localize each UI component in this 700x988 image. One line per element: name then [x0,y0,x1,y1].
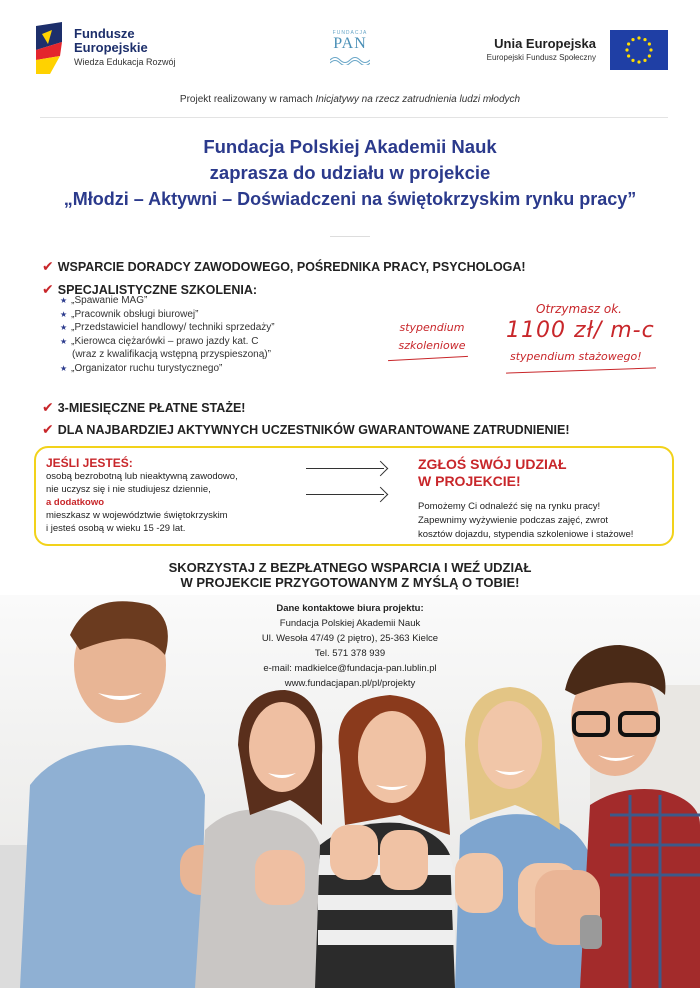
eu-star-icon [643,38,646,41]
eligibility-line: nie uczysz się i nie studiujesz dziennie, [46,484,211,495]
eligibility-highlight: a dodatkowo [46,497,105,508]
check-icon: ✔ [42,399,54,415]
bullet-counseling [42,258,526,275]
contact-heading: Dane kontaktowe biura projektu: [276,603,424,614]
eligibility-box [34,446,674,546]
signup-heading-line: ZGŁOŚ SWÓJ UDZIAŁ [418,456,567,472]
list-item [60,362,275,376]
check-icon: ✔ [42,421,54,437]
training-label: „Kierowca ciężarówki – prawo jazdy kat. C [71,335,259,347]
call-to-action [0,560,700,590]
ue-logo-text [487,36,596,62]
pan-logo-small: FUNDACJA [332,30,368,36]
eligibility-line: mieszkasz w województwie świętokrzyskim [46,510,228,521]
check-icon: ✔ [42,281,54,297]
pan-logo-big: PAN [333,35,367,52]
bullet-internships [42,399,245,416]
training-label: „Pracownik obsługi biurowej” [71,308,199,320]
eu-star-icon [643,59,646,62]
list-item [60,321,275,335]
eu-star-icon [625,48,628,51]
bullet-text: SPECJALISTYCZNE SZKOLENIA: [57,283,258,297]
fe-flag-icon [36,22,66,74]
ue-logo-line2: Europejski Fundusz Społeczny [486,53,596,62]
fe-logo-line3: Wiedza Edukacja Rozwój [74,57,176,67]
training-label: „Spawanie MAG” [71,295,148,306]
eu-star-icon [627,42,630,45]
contact-website[interactable]: www.fundacjapan.pl/pl/projekty [284,678,416,689]
list-item [60,308,275,322]
list-item [60,294,275,308]
fe-logo-line1: Fundusze [74,26,135,41]
cta-line: W PROJEKCIE PRZYGOTOWANYM Z MYŚLĄ O TOBIE! [180,575,520,590]
fe-logo-line2: Europejskie [74,40,148,55]
person-woman-curly [315,695,455,988]
title-line3: „Młodzi – Aktywni – Doświadczeni na świętokrzyskim rynku pracy” [63,189,637,209]
project-line-prefix: Projekt realizowany w ramach [179,94,316,105]
training-list [60,294,275,375]
signup-line: kosztów dojazdu, stypendia szkoleniowe i stażowe! [418,529,634,540]
contact-phone: Tel. 571 378 939 [314,648,386,659]
signup-heading [418,456,567,490]
project-line-italic: Inicjatywy na rzecz zatrudnienia ludzi młodych [315,94,521,105]
ue-logo-line1: Unia Europejska [494,36,596,51]
person-woman-brunette [195,690,322,988]
handwritten-otrzymasz: Otrzymasz ok. [536,302,622,316]
training-label: (wraz z kwalifikacją wstępną przyspieszoną)” [72,349,271,360]
eligibility-line: i jesteś osobą w wieku 15 -29 lat. [46,523,186,534]
handwritten-line: szkoleniowe [398,339,466,352]
signup-line: Zapewnimy wyżywienie podczas zajęć, zwrot [418,515,609,526]
bullet-employment [42,421,570,438]
eu-star-icon [648,42,651,45]
signup-text [418,500,633,542]
handwritten-internship: stypendium stażowego! [510,350,642,363]
contact-address: Ul. Wesoła 47/49 (2 piętro), 25-363 Kielce [261,633,439,644]
handwritten-amount: 1100 zł/ m-c [506,318,655,343]
star-icon: ★ [60,323,68,332]
handwritten-underline [506,367,656,373]
page-title [0,134,700,212]
divider [330,236,370,237]
list-item [60,335,275,349]
eu-star-icon [649,48,652,51]
handwritten-underline [388,356,468,361]
fe-logo-text [74,27,176,67]
eu-flag-icon [610,30,668,70]
training-label: „Przedstawiciel handlowy/ techniki sprzedaży” [71,322,275,333]
title-line2: zaprasza do udziału w projekcie [209,162,491,183]
contact-org: Fundacja Polskiej Akademii Nauk [279,618,421,629]
handwritten-line: stypendium [399,321,465,334]
list-item [60,348,275,362]
title-line1: Fundacja Polskiej Akademii Nauk [203,136,497,157]
star-icon: ★ [60,309,68,319]
eligibility-line: osobą bezrobotną lub nieaktywną zawodowo, [46,471,238,482]
eu-star-icon [648,54,651,57]
arrow-right-icon [306,468,384,469]
divider [40,117,668,118]
eligibility-heading: JEŚLI JESTEŚ: [46,456,133,470]
contact-info [0,601,700,691]
pan-logo [326,30,374,70]
bullet-text: DLA NAJBARDZIEJ AKTYWNYCH UCZESTNIKÓW GWARANTOWANE ZATRUDNIENIE! [57,423,570,437]
star-icon: ★ [60,363,68,373]
contact-email[interactable]: e-mail: madkielce@fundacja-pan.lublin.pl [263,663,437,674]
training-label: „Organizator ruchu turystycznego” [71,362,223,374]
eu-star-icon [637,60,640,63]
project-line [0,94,700,105]
arrow-right-icon [306,494,384,495]
star-icon: ★ [60,296,68,305]
eu-star-icon [631,59,634,62]
eu-star-icon [627,54,630,57]
check-icon: ✔ [42,258,54,274]
signup-line: Pomożemy Ci odnaleźć się na rynku pracy! [418,501,601,512]
eligibility-left [46,456,238,535]
cta-line: SKORZYSTAJ Z BEZPŁATNEGO WSPARCIA I WEŹ UDZIAŁ [168,560,532,575]
signup-heading-line: W PROJEKCIE! [418,473,521,489]
star-icon: ★ [60,336,68,346]
eu-star-icon [637,36,640,39]
eu-star-icon [631,38,634,41]
header [0,0,700,85]
pan-wave-icon [330,55,370,65]
bullet-text: WSPARCIE DORADCY ZAWODOWEGO, POŚREDNIKA PRACY, PSYCHOLOGA! [57,260,526,274]
handwritten-scholarship [392,319,472,355]
bullet-text: 3-MIESIĘCZNE PŁATNE STAŻE! [57,401,246,415]
